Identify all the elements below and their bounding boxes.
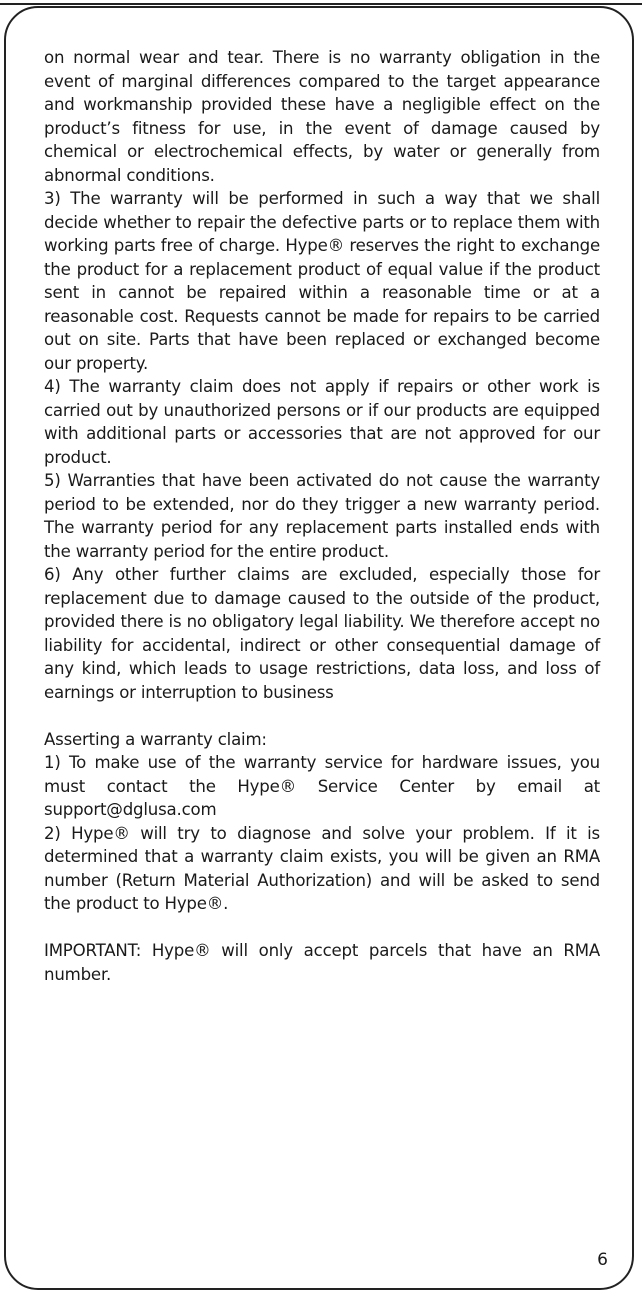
claim-step-2: 2) Hype® will try to diagnose and solve your problem. If it is determined that a warranty claim exists, you will be given an RMA number (Return Material Authorization) and will be asked to send the product to Hype®. <box>44 823 600 913</box>
important-note: IMPORTANT: Hype® will only accept parcels that have an RMA number. <box>44 941 600 984</box>
paragraph-6-excluded-claims: 6) Any other further claims are excluded, especially those for replacement due to damage caused to the outside of the product, provided there is no obligatory legal liability. We therefore accept no liability for accidental, indirect or other consequential damage of any kind, which leads to usage restrictions, data loss, and loss of earnings or interruption to business <box>44 565 600 702</box>
claim-step-1: 1) To make use of the warranty service for hardware issues, you must contact the Hype® Service Center by email at support@dglusa.com <box>44 753 600 819</box>
claim-section-heading: Asserting a warranty claim: <box>44 729 267 749</box>
paragraph-continuation: on normal wear and tear. There is no warranty obligation in the event of marginal differences compared to the target appearance and workmanship provided these have a negligible effect on the product’s fitness for use, in the event of damage caused by chemical or electrochemical effects, by water or generally from abnormal conditions. <box>44 48 600 185</box>
warranty-text-body <box>44 46 600 986</box>
paragraph-3-repair-replace: 3) The warranty will be performed in such a way that we shall decide whether to repair the defective parts or to replace them with working parts free of charge. Hype® reserves the right to exchange the product for a replacement product of equal value if the product sent in cannot be repaired within a reasonable time or at a reasonable cost. Requests cannot be made for repairs to be carried out on site. Parts that have been replaced or exchanged become our property. <box>44 189 600 373</box>
paragraph-4-unauthorized-repairs: 4) The warranty claim does not apply if repairs or other work is carried out by unauthorized persons or if our products are equipped with additional parts or accessories that are not approved for our product. <box>44 377 600 467</box>
page-number: 6 <box>597 1250 608 1270</box>
top-rule <box>0 3 642 5</box>
spacer <box>44 704 600 728</box>
paragraph-5-warranty-period: 5) Warranties that have been activated do not cause the warranty period to be extended, nor do they trigger a new warranty period. The warranty period for any replacement parts installed ends with the warranty period for the entire product. <box>44 471 600 561</box>
spacer <box>44 916 600 940</box>
